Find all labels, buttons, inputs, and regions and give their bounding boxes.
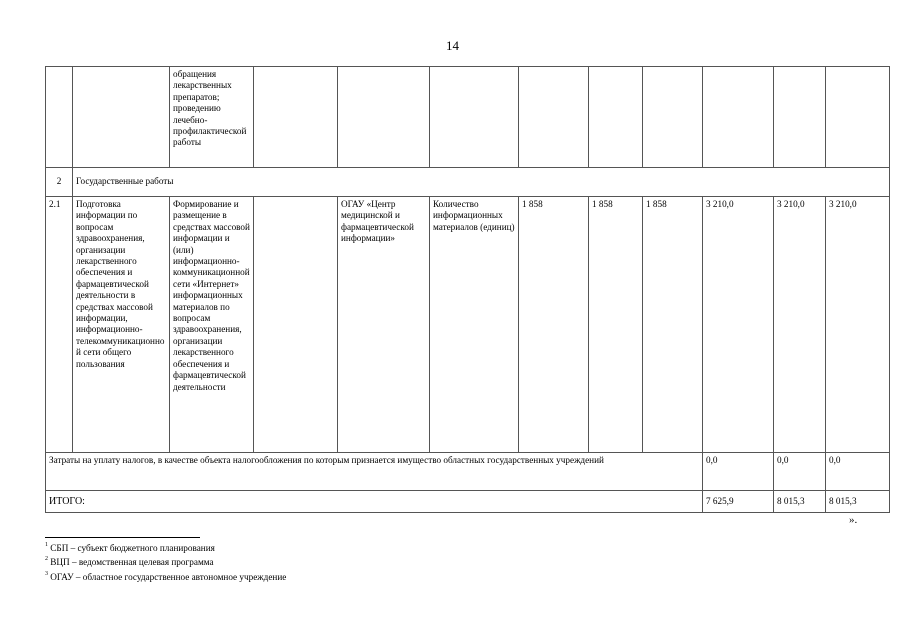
tax-funding-1: 0,0	[703, 453, 774, 491]
tax-label: Затраты на уплату налогов, в качестве объекта налогообложения по которым признается имущество областных государственных учреждений	[46, 453, 703, 491]
footnotes	[45, 541, 286, 584]
executor: ОГАУ «Центр медицинской и фармацевтической информации»	[338, 197, 430, 453]
section-row	[46, 168, 890, 197]
funding-1: 3 210,0	[703, 197, 774, 453]
closing-quote: ».	[849, 514, 858, 526]
tax-row	[46, 453, 890, 491]
total-row	[46, 491, 890, 513]
cell-description-cont: обращения лекарственных препаратов; проведению лечебно-профилактической работы	[170, 67, 254, 168]
total-funding-1: 7 625,9	[703, 491, 774, 513]
tax-funding-3: 0,0	[826, 453, 890, 491]
tax-funding-2: 0,0	[774, 453, 826, 491]
indicator-value-1: 1 858	[519, 197, 589, 453]
page-number: 14	[446, 38, 459, 53]
section-number: 2	[46, 168, 73, 197]
indicator-value-2: 1 858	[589, 197, 643, 453]
budget-table	[45, 66, 890, 513]
funding-2: 3 210,0	[774, 197, 826, 453]
table-row-2-1	[46, 197, 890, 453]
activity-description: Формирование и размещение в средствах массовой информации и (или) информационно-коммуникационной сети «Интернет» информационных материалов по вопросам здравоохранения, организации лекарственного обеспечения и фармацевтической деятельности	[170, 197, 254, 453]
indicator-value-3: 1 858	[643, 197, 703, 453]
footnote-1: $^1$ СБП – субъект бюджетного планирования	[45, 542, 215, 553]
footnote-3: $^3$ ОГАУ – областное государственное автономное учреждение	[45, 570, 287, 582]
footnote-divider	[45, 537, 200, 538]
table-row-continuation	[46, 67, 890, 168]
empty-cell	[254, 197, 338, 453]
footnote-2: $^2$ ВЦП – ведомственная целевая программа	[45, 556, 214, 568]
total-funding-2: 8 015,3	[774, 491, 826, 513]
indicator: Количество информационных материалов (единиц)	[430, 197, 519, 453]
activity-name: Подготовка информации по вопросам здравоохранения, организации лекарственного обеспечения и фармацевтической деятельности в средствах массовой информации, информационно-телекоммуникационной сети общего пользования	[73, 197, 170, 453]
section-title: Государственные работы	[73, 168, 890, 197]
total-funding-3: 8 015,3	[826, 491, 890, 513]
funding-3: 3 210,0	[826, 197, 890, 453]
total-label: ИТОГО:	[46, 491, 703, 513]
row-number: 2.1	[46, 197, 73, 453]
